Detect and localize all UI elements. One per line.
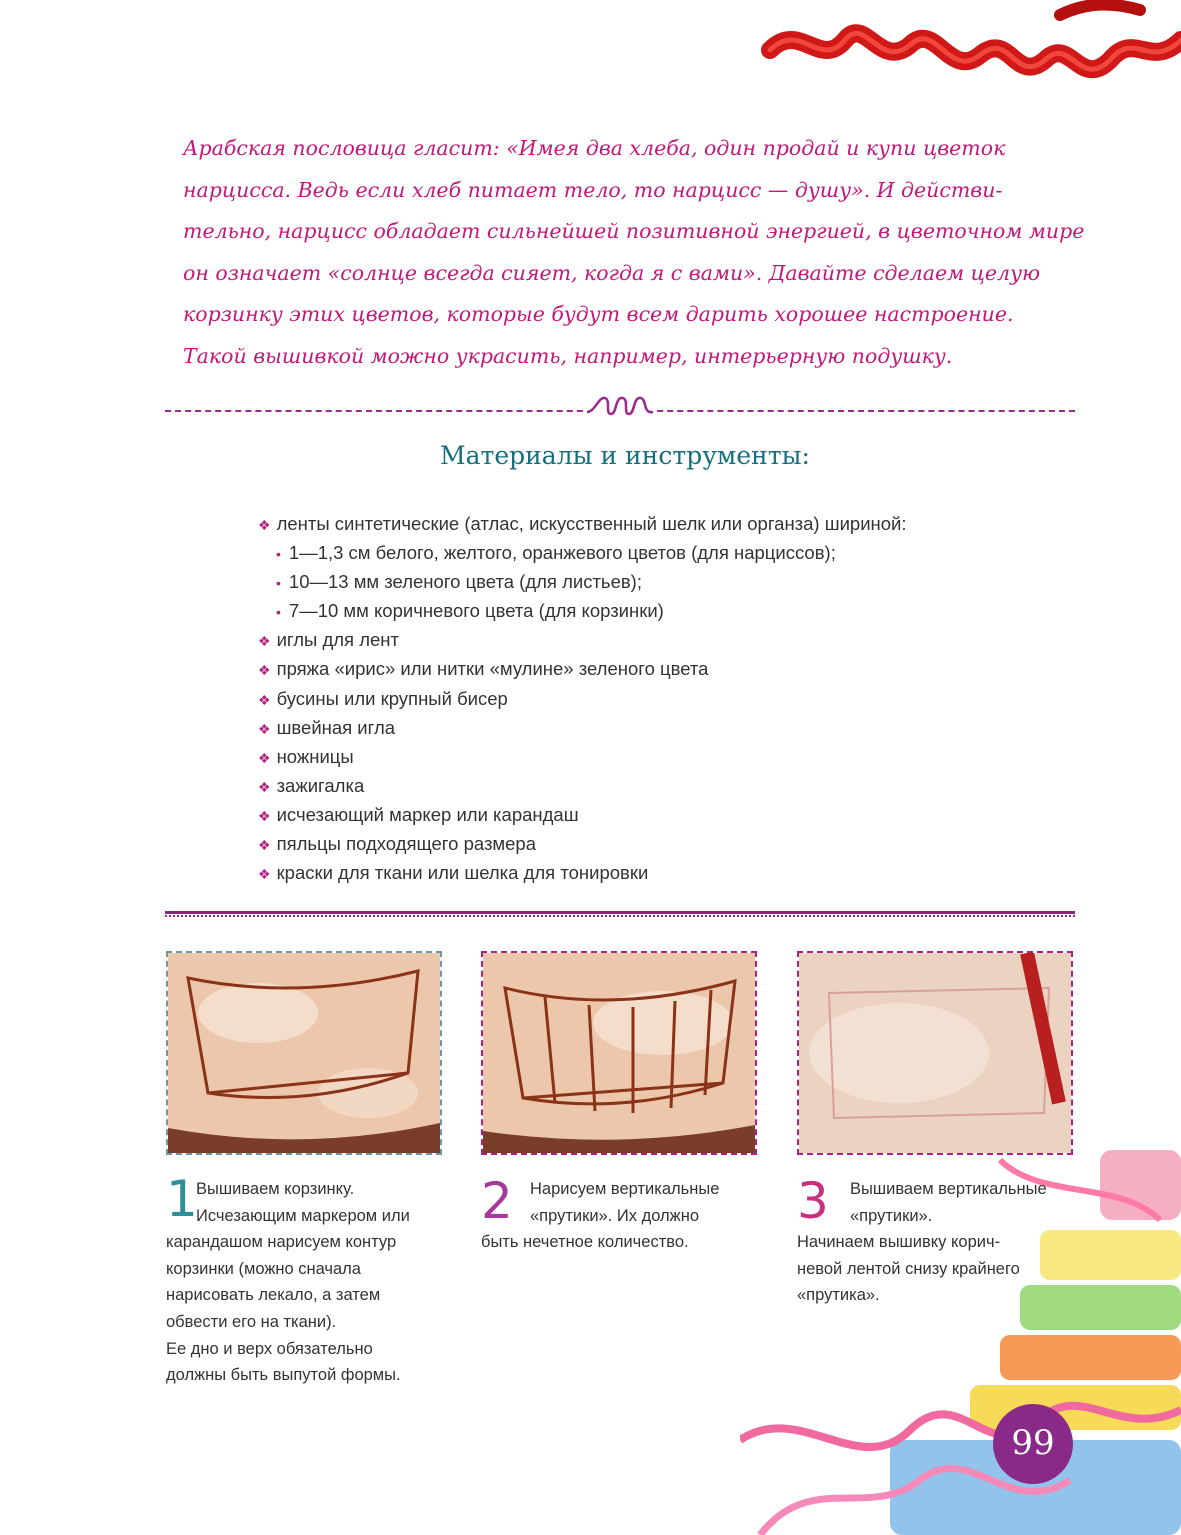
- step-line: карандашом нарисуем контур: [166, 1233, 397, 1252]
- step-3: [797, 1172, 1047, 1309]
- intro-line: тельно, нарцисс обладает сильнейшей позитивной энергией, в цветочном мире: [183, 219, 1085, 244]
- step-2-photo: [481, 951, 757, 1155]
- intro-line: корзинку этих цветов, которые будут всем дарить хорошее настроение.: [183, 302, 1014, 327]
- intro-line: Арабская пословица гласит: «Имея два хлеба, один продай и купи цветок: [183, 136, 1006, 160]
- list-item: ❖ пяльцы подходящего размера: [258, 833, 537, 855]
- intro-quote: [183, 128, 1085, 378]
- ornament-divider: [165, 404, 1075, 418]
- curl-ornament-icon: [585, 392, 655, 420]
- diamond-bullet-icon: ❖: [258, 807, 271, 824]
- step-2: [481, 1172, 720, 1256]
- step-line: должны быть выпутой формы.: [166, 1366, 401, 1385]
- step-line: Вышиваем вертикальные: [850, 1180, 1047, 1198]
- list-item: ❖ ленты синтетические (атлас, искусственный шелк или органза) шириной:: [258, 513, 907, 534]
- step-line: невой лентой снизу крайнего: [797, 1259, 1020, 1278]
- step-line: Ее дно и верх обязательно: [166, 1339, 373, 1358]
- list-item: ❖ бусины или крупный бисер: [258, 687, 508, 709]
- step-3-photo: [797, 951, 1073, 1155]
- step-line: быть нечетное количество.: [481, 1233, 689, 1252]
- diamond-bullet-icon: ❖: [258, 749, 271, 766]
- list-item: • 1—1,3 см белого, желтого, оранжевого цветов (для нарциссов);: [276, 542, 836, 564]
- list-item: • 7—10 мм коричневого цвета (для корзинки): [276, 600, 664, 622]
- diamond-bullet-icon: ❖: [258, 691, 271, 708]
- diamond-bullet-icon: ❖: [258, 720, 271, 737]
- step-line: Исчезающим маркером или: [196, 1206, 410, 1225]
- list-item: ❖ пряжа «ирис» или нитки «мулине» зеленого цвета: [258, 658, 709, 680]
- list-item: ❖ зажигалка: [258, 774, 365, 796]
- list-item: ❖ ножницы: [258, 745, 354, 767]
- step-line: Начинаем вышивку корич-: [797, 1233, 1001, 1252]
- list-item: ❖ краски для ткани или шелка для тонировки: [258, 862, 649, 884]
- list-item: • 10—13 мм зеленого цвета (для листьев);: [276, 571, 642, 593]
- diamond-bullet-icon: ❖: [258, 662, 271, 679]
- intro-line: Такой вышивкой можно украсить, например, интерьерную подушку.: [183, 343, 953, 368]
- step-number: 3: [797, 1172, 829, 1230]
- step-line: «прутика».: [797, 1286, 880, 1305]
- intro-line: нарцисса. Ведь если хлеб питает тело, то нарцисс — душу». И действи-: [183, 177, 1003, 202]
- section-divider: [165, 905, 1075, 919]
- step-line: «прутики».: [850, 1206, 933, 1225]
- step-1: [166, 1170, 410, 1389]
- diamond-bullet-icon: ❖: [258, 866, 271, 883]
- list-item: ❖ исчезающий маркер или карандаш: [258, 803, 579, 825]
- dot-bullet-icon: •: [276, 604, 281, 621]
- page-number: 99: [993, 1404, 1073, 1484]
- dot-bullet-icon: •: [276, 546, 281, 563]
- step-line: обвести его на ткани).: [166, 1312, 337, 1331]
- list-item: ❖ иглы для лент: [258, 629, 399, 651]
- step-number: 2: [481, 1172, 513, 1230]
- step-number: 1: [166, 1170, 198, 1228]
- step-line: «прутики». Их должно: [530, 1206, 699, 1225]
- red-ribbon-decoration: [760, 0, 1181, 120]
- diamond-bullet-icon: ❖: [258, 837, 271, 854]
- diamond-bullet-icon: ❖: [258, 633, 271, 650]
- diamond-bullet-icon: ❖: [258, 517, 271, 533]
- diamond-bullet-icon: ❖: [258, 778, 271, 795]
- step-line: Вышиваем корзинку.: [196, 1180, 355, 1198]
- list-item: ❖ швейная игла: [258, 716, 396, 738]
- step-1-photo: [166, 951, 442, 1155]
- step-line: Нарисуем вертикальные: [530, 1180, 720, 1198]
- step-line: нарисовать лекало, а затем: [166, 1286, 381, 1305]
- dot-bullet-icon: •: [276, 575, 281, 592]
- step-line: корзинки (можно сначала: [166, 1259, 361, 1278]
- intro-line: он означает «солнце всегда сияет, когда я с вами». Давайте сделаем целую: [183, 260, 1041, 285]
- materials-list: [258, 509, 907, 887]
- materials-title: Материалы и инструменты:: [440, 441, 810, 470]
